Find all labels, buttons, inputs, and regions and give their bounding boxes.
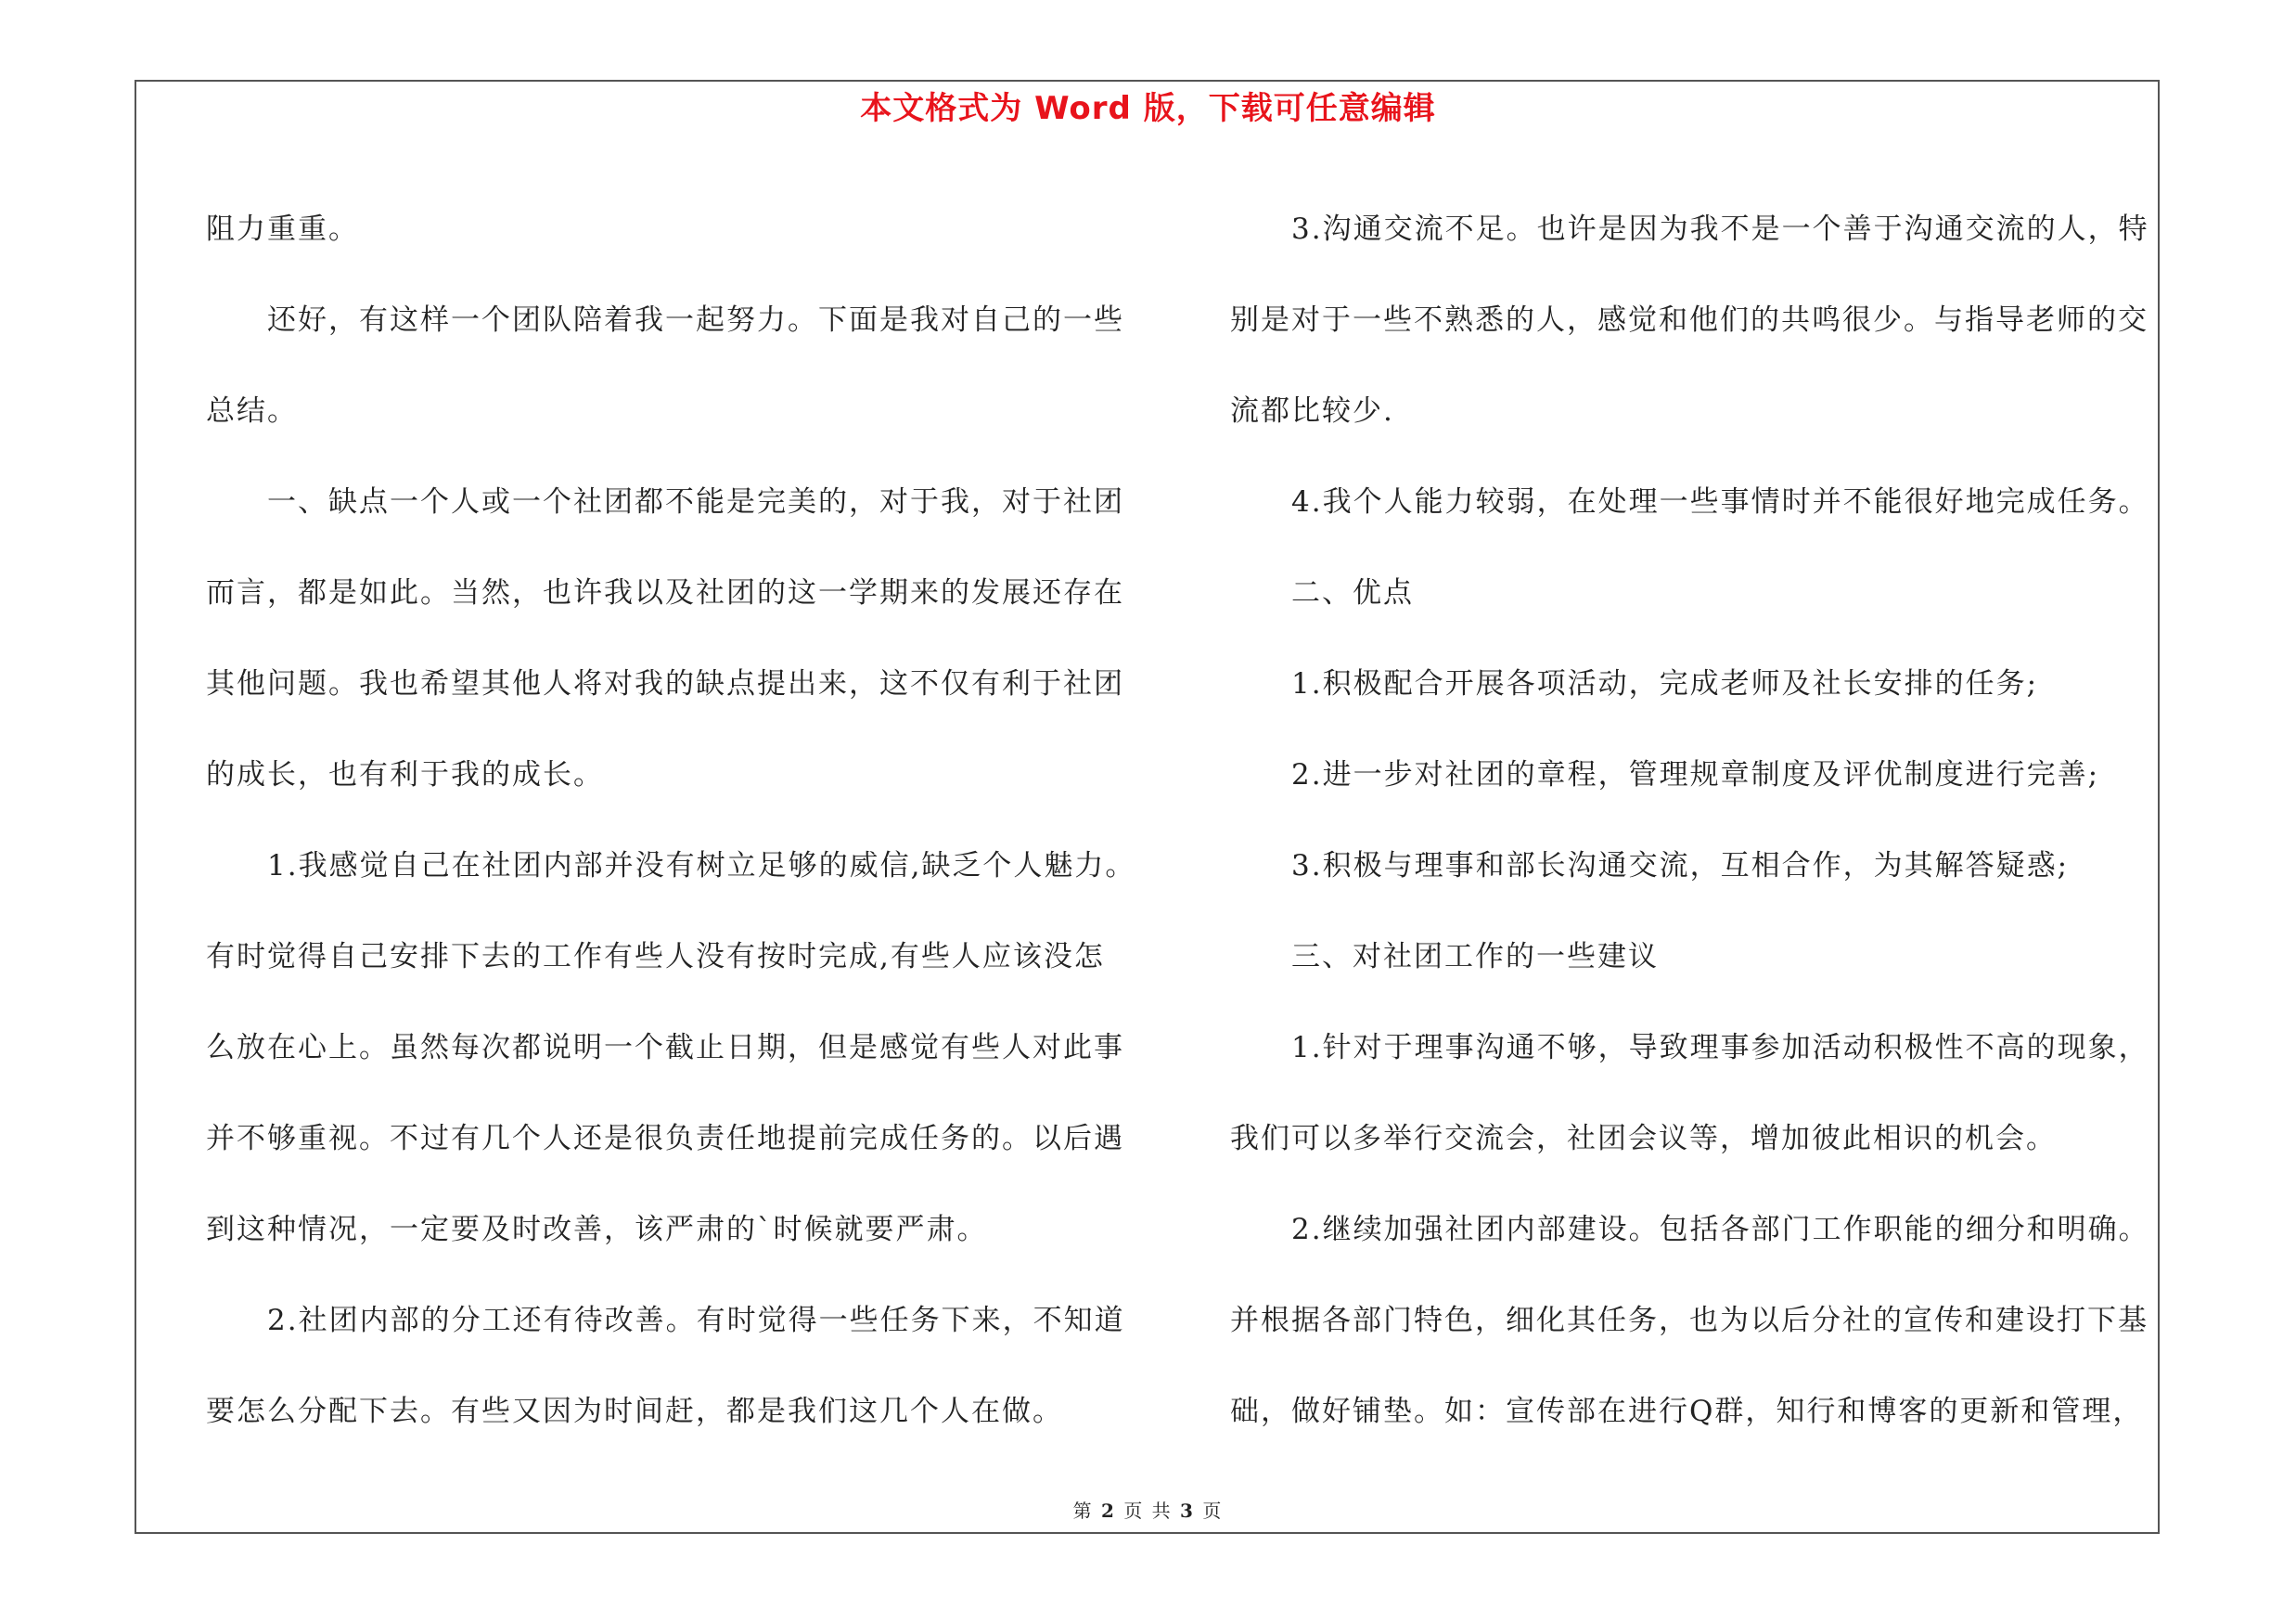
text-line: 三、对社团工作的一些建议 [1230, 940, 1659, 973]
text-line: 要怎么分配下去。有些又因为时间赶，都是我们这几个人在做。 [206, 1395, 1063, 1428]
footer-middle: 页 共 [1123, 1500, 1173, 1522]
text-line: 而言，都是如此。当然，也许我以及社团的这一学期来的发展还存在 [206, 576, 1124, 610]
text-line: 有时觉得自己安排下去的工作有些人没有按时完成,有些人应该没怎 [206, 940, 1105, 973]
text-line: 一、缺点一个人或一个社团都不能是完美的，对于我，对于社团 [206, 485, 1124, 519]
text-line: 流都比较少. [1230, 394, 1394, 428]
text-line: 2.继续加强社团内部建设。包括各部门工作职能的细分和明确。 [1230, 1213, 2149, 1246]
text-line: 2.进一步对社团的章程，管理规章制度及评优制度进行完善; [1230, 758, 2100, 792]
page-footer [0, 1496, 2296, 1523]
text-line: 1.针对于理事沟通不够，导致理事参加活动积极性不高的现象， [1230, 1031, 2149, 1064]
text-line: 1.积极配合开展各项活动，完成老师及社长安排的任务; [1230, 667, 2039, 701]
footer-total-pages: 3 [1180, 1500, 1195, 1522]
text-line: 3.沟通交流不足。也许是因为我不是一个善于沟通交流的人，特 [1230, 213, 2149, 246]
text-line: 并不够重视。不过有几个人还是很负责任地提前完成任务的。以后遇 [206, 1122, 1124, 1155]
text-line: 2.社团内部的分工还有待改善。有时觉得一些任务下来，不知道 [206, 1304, 1125, 1337]
text-line: 4.我个人能力较弱，在处理一些事情时并不能很好地完成任务。 [1230, 485, 2149, 519]
text-line: 还好，有这样一个团队陪着我一起努力。下面是我对自己的一些 [206, 303, 1124, 337]
text-line: 阻力重重。 [206, 213, 359, 246]
text-line: 1.我感觉自己在社团内部并没有树立足够的威信,缺乏个人魅力。 [206, 849, 1136, 882]
text-line: 到这种情况，一定要及时改善，该严肃的`时候就要严肃。 [206, 1213, 988, 1246]
text-line: 我们可以多举行交流会，社团会议等，增加彼此相识的机会。 [1230, 1122, 2057, 1155]
footer-prefix: 第 [1072, 1500, 1094, 1522]
word-format-banner: 本文格式为 Word 版，下载可任意编辑 [860, 90, 1436, 127]
text-line: 并根据各部门特色，细化其任务，也为以后分社的宣传和建设打下基 [1230, 1304, 2148, 1337]
left-text-column [206, 184, 1143, 1457]
right-text-column [1230, 184, 2167, 1457]
text-line: 二、优点 [1230, 576, 1414, 610]
text-line: 么放在心上。虽然每次都说明一个截止日期，但是感觉有些人对此事 [206, 1031, 1124, 1064]
text-line: 其他问题。我也希望其他人将对我的缺点提出来，这不仅有利于社团 [206, 667, 1124, 701]
footer-suffix: 页 [1202, 1500, 1224, 1522]
text-line: 3.积极与理事和部长沟通交流，互相合作，为其解答疑惑; [1230, 849, 2070, 882]
text-line: 的成长，也有利于我的成长。 [206, 758, 604, 792]
footer-page-number: 2 [1101, 1500, 1116, 1522]
text-line: 别是对于一些不熟悉的人，感觉和他们的共鸣很少。与指导老师的交 [1230, 303, 2148, 337]
text-line: 总结。 [206, 394, 298, 428]
text-line: 础，做好铺垫。如：宣传部在进行Q群，知行和博客的更新和管理， [1230, 1395, 2144, 1428]
